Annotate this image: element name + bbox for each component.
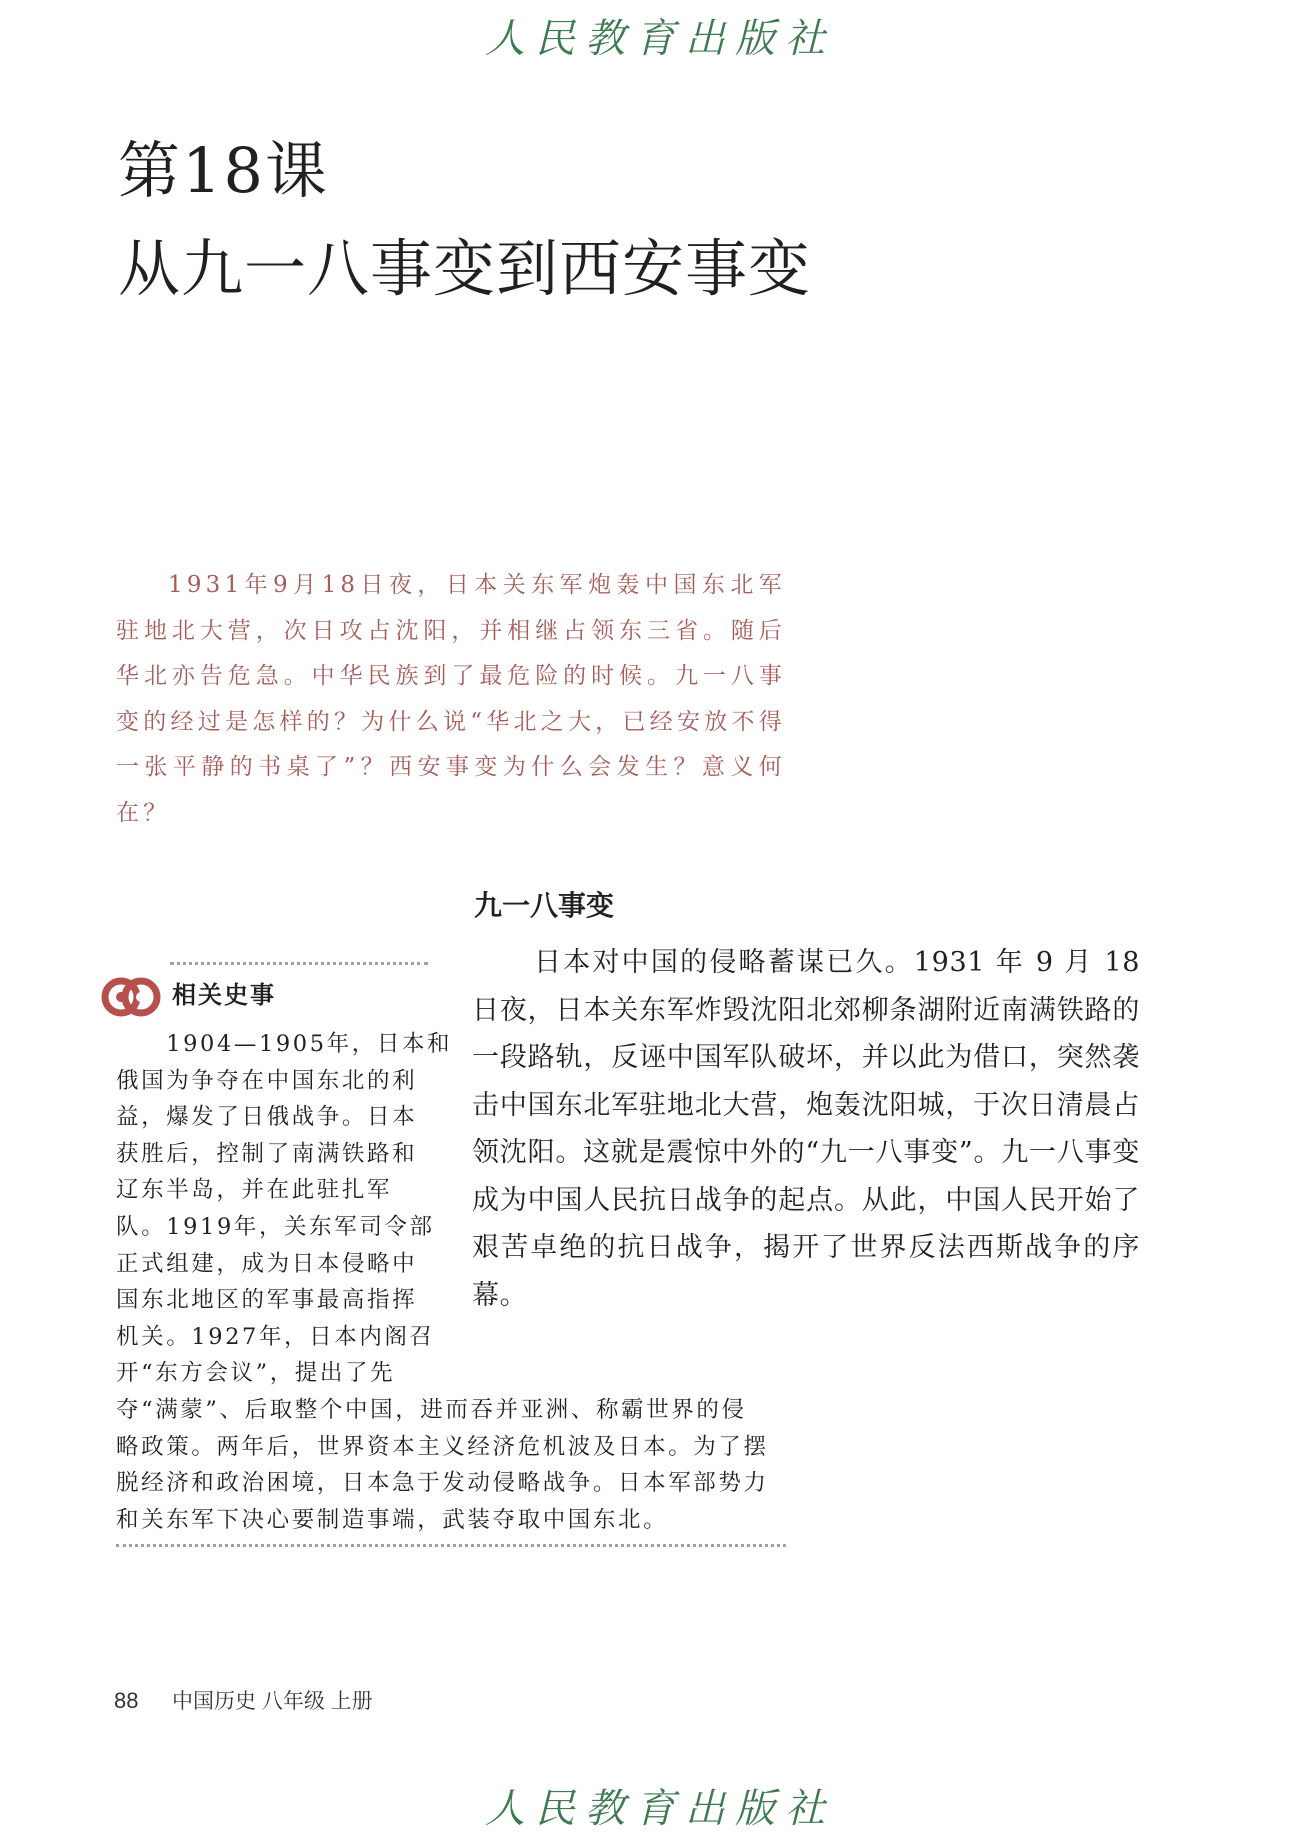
book-title: 中国历史 八年级 上册: [172, 1690, 373, 1713]
sidebar-line: 和关东军下决心要制造事端，武装夺取中国东北。: [116, 1506, 669, 1533]
sidebar-line: 夺“满蒙”、后取整个中国，进而吞并亚洲、称霸世界的侵: [116, 1396, 747, 1423]
sidebar-line: 队。1919年，关东军司令部: [116, 1213, 435, 1240]
publisher-name-footer: 人民教育出版社: [485, 1786, 835, 1832]
intro-paragraph: 1931年9月18日夜，日本关东军炮轰中国东北军驻地北大营，次日攻占沈阳，并相继占领东三省。随后华北亦告危急。中华民族到了最危险的时候。九一八事变的经过是怎样的？为什么说“华北之大，已经安放不得一张平静的书桌了”？西安事变为什么会发生？意义何在？: [116, 572, 786, 826]
sidebar-bottom-divider: [116, 1544, 786, 1547]
sidebar-line: 获胜后，控制了南满铁路和: [116, 1140, 418, 1167]
sidebar-line: 开“东方会议”，提出了先: [116, 1360, 396, 1387]
sidebar-line: 国东北地区的军事最高指挥: [116, 1287, 418, 1314]
section-body: 日本对中国的侵略蓄谋已久。1931 年 9 月 18 日夜，日本关东军炸毁沈阳北郊柳条湖附近南满铁路的一段路轨，反诬中国军队破坏，并以此为借口，突然袭击中国东北军驻地北大营，炮轰沈阳城，于次日清晨占领沈阳。这就是震惊中外的“九一八事变”。九一八事变成为中国人民抗日战争的起点。从此，中国人民开始了艰苦卓绝的抗日战争，揭开了世界反法西斯战争的序幕。: [472, 947, 1140, 1311]
publisher-logo: [470, 8, 850, 68]
sidebar-top-divider: [170, 962, 428, 965]
sidebar-line: 1904—1905年，日本和: [116, 1031, 453, 1057]
publisher-logo-footer: [470, 1778, 850, 1838]
sidebar-line: 机关。1927年，日本内阁召: [116, 1323, 435, 1350]
sidebar-line: 正式组建，成为日本侵略中: [116, 1250, 418, 1277]
lesson-title: 从九一八事变到西安事变: [118, 232, 812, 305]
sidebar-line: 俄国为争夺在中国东北的利: [116, 1067, 418, 1094]
publisher-name: 人民教育出版社: [485, 16, 835, 62]
publisher-calligraphy: [470, 1778, 850, 1838]
lesson-number: 第18课: [118, 134, 329, 207]
sidebar-line: 辽东半岛，并在此驻扎军: [116, 1177, 393, 1204]
sidebar-line: 脱经济和政治困境，日本急于发动侵略战争。日本军部势力: [116, 1470, 769, 1497]
page-number: 88: [114, 1688, 139, 1713]
publisher-calligraphy: [470, 8, 850, 68]
sidebar-label: 相关史事: [172, 981, 276, 1009]
sidebar-text: [116, 1026, 769, 1538]
sidebar-line: 益，爆发了日俄战争。日本: [116, 1104, 418, 1131]
section-heading: 九一八事变: [474, 889, 615, 922]
related-history-icon: [100, 968, 162, 1026]
sidebar-line: 略政策。两年后，世界资本主义经济危机波及日本。为了摆: [116, 1433, 769, 1460]
